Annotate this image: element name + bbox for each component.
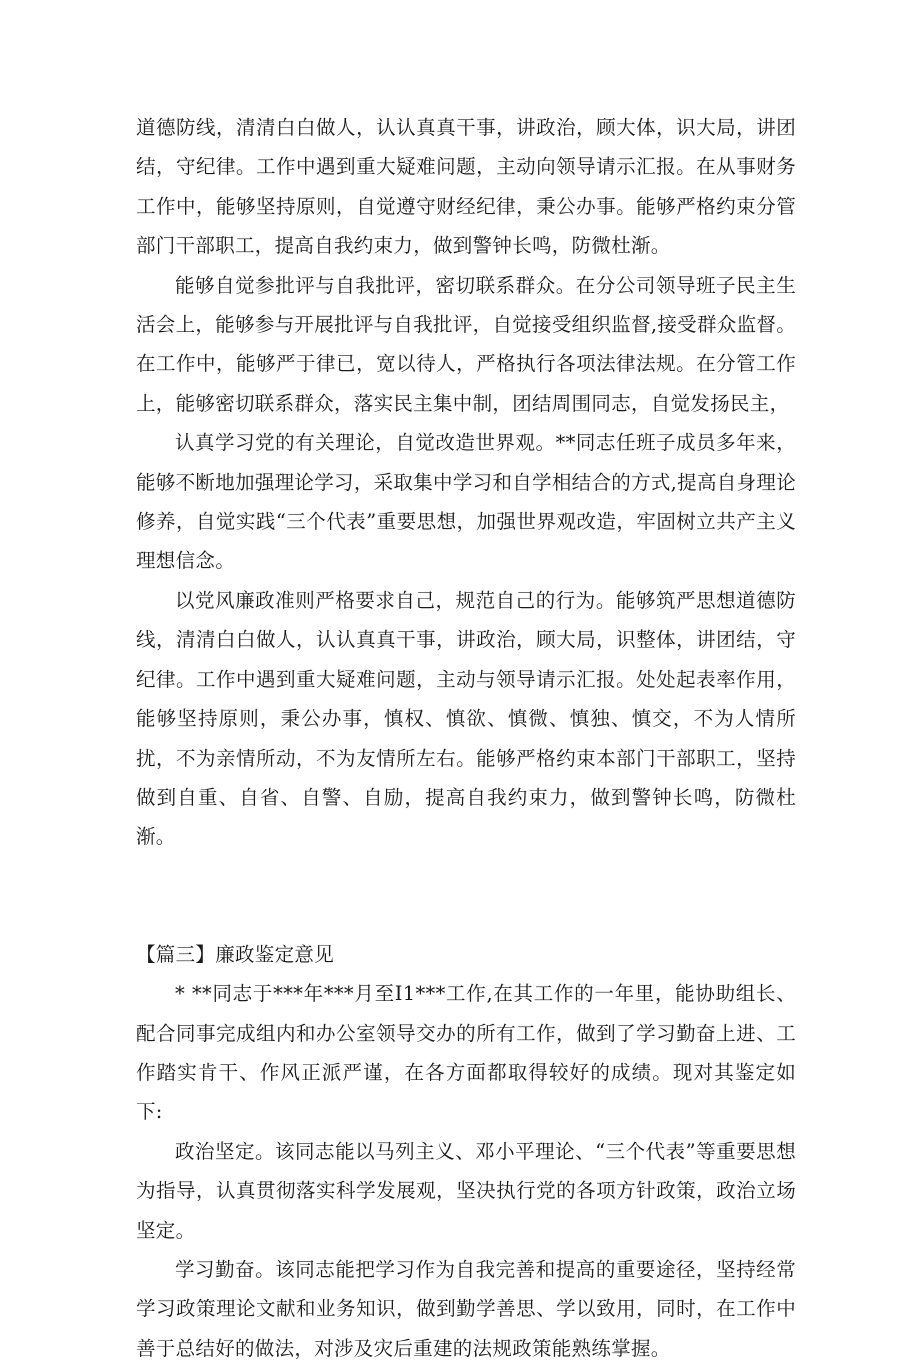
paragraph-appraisal-intro: * **同志于***年***月至I1***工作,在其工作的一年里，能协助组长、配合同事完成组内和办公室领导交办的所有工作，做到了学习勤奋上进、工作踏实肯干、作风正派严谨，在各方面都取得较好的成绩。现对其鉴定如下: (136, 982, 796, 1124)
paragraph-integrity-standards: 以党风廉政准则严格要求自己，规范自己的行为。能够筑严思想道德防线，清清白白做人，认认真真干事，讲政治，顾大局，识整体，讲团结，守纪律。工作中遇到重大疑难问题，主动与领导请示汇报。处处起表率作用，能够坚持原则，秉公办事，慎权、慎欲、慎微、慎独、慎交，不为人情所扰，不为亲情所动，不为友情所左右。能够严格约束本部门干部职工，坚持做到自重、自省、自警、自励，提高自我约束力，做到警钟长鸣，防微杜渐。 (136, 588, 796, 849)
paragraph-criticism: 能够自觉参批评与自我批评，密切联系群众。在分公司领导班子民主生活会上，能够参与开展批评与自我批评，自觉接受组织监督,接受群众监督。在工作中，能够严于律已，宽以待人，严格执行各项法律法规。在分管工作上，能够密切联系群众，落实民主集中制，团结周围同志，自觉发扬民主， (136, 273, 796, 415)
section-spacer (136, 857, 796, 935)
paragraph-diligent-study: 学习勤奋。该同志能把学习作为自我完善和提高的重要途径，坚持经常学习政策理论文献和业务知识，做到勤学善思、学以致用，同时，在工作中善于总结好的做法，对涉及灾后重建的法规政策能熟练掌握。 (136, 1257, 796, 1360)
paragraph-continuation: 道德防线，清清白白做人，认认真真干事，讲政治，顾大体，识大局，讲团结，守纪律。工作中遇到重大疑难问题，主动向领导请示汇报。在从事财务工作中，能够坚持原则，自觉遵守财经纪律，秉公办事。能够严格约束分管部门干部职工，提高自我约束力，做到警钟长鸣，防微杜渐。 (136, 116, 796, 258)
document-body (136, 108, 796, 1368)
paragraph-theory-study: 认真学习党的有关理论，自觉改造世界观。**同志任班子成员多年来，能够不断地加强理论学习，采取集中学习和自学相结合的方式,提高自身理论修养，自觉实践“三个代表”重要思想，加强世界观改造，牢固树立共产主义理想信念。 (136, 431, 796, 573)
section-heading: 【篇三】廉政鉴定意见 (136, 942, 335, 966)
paragraph-political-stance: 政治坚定。该同志能以马列主义、邓小平理论、“三个代表”等重要思想为指导，认真贯彻落实科学发展观，坚决执行党的各项方针政策，政治立场坚定。 (136, 1139, 796, 1242)
